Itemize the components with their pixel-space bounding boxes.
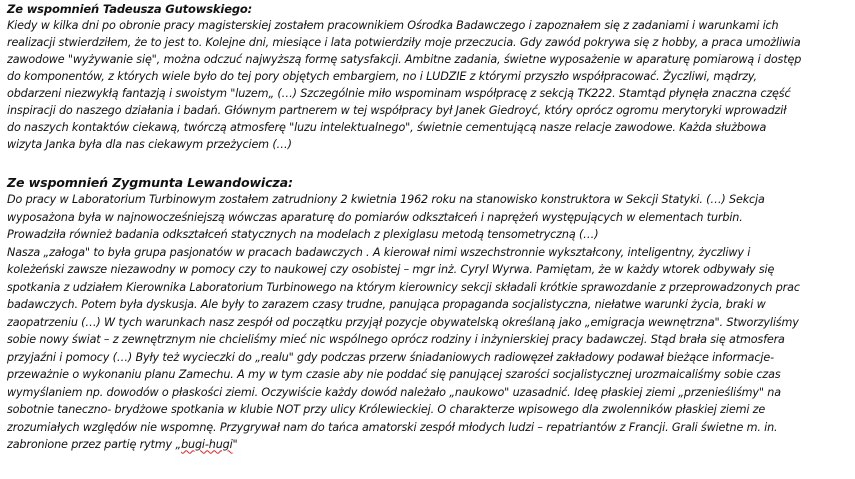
text-line: badawczych. Potem była dyskusja. Ale były to zarazem czasy trudne, panująca propaganda socjalistyczna, niełatwe warunki życia, braki w: [7, 298, 766, 312]
closing-quote: ": [232, 438, 238, 452]
text-line: Nasza „załoga" to była grupa pasjonatów w pracach badawczych . A kierował nimi wszechstronnie wykształcony, inteligentny, życzliwy i: [7, 245, 751, 259]
text-line: zaopatrzeniu (…) W tych warunkach nasz zespół od początku przyjął pozycje obywatelską określaną jako „emigracja wewnętrzna". Stworzyliśmy: [7, 315, 799, 329]
text-line: przyjaźni i pomocy (…) Były też wycieczki do „realu" gdy podczas przerw śniadaniowych radiowęzeł zakładowy podawał bieżące informacje-: [7, 350, 774, 364]
text-line: realizacji stwierdziłem, że to jest to. Kolejne dni, miesiące i lata potwierdziły moje przeczucia. Gdy zawód pokrywa się z hobby, a praca umożliwia: [7, 36, 801, 50]
last-line-text: zabronione przez partię rytmy „: [7, 438, 182, 452]
text-line-last: [7, 436, 845, 454]
section1-paragraph: [7, 17, 845, 153]
text-line: zrozumiałych względów nie wspomnę. Przygrywał nam do tańca amatorski zespół młodych ludzi – repatriantów z Francji. Grali świetne m. in.: [7, 420, 778, 434]
section1-heading: Ze wspomnień Tadeusza Gutowskiego:: [7, 2, 253, 16]
document: [7, 2, 845, 454]
text-line: wymyślaniem np. dowodów o płaskości ziemi. Oczywiście każdy dowód należało „naukowo" uzasadnić. Ideę płaskiej ziemi „przenieśliśmy" na: [7, 385, 781, 399]
text-line: do naszych kontaktów ciekawą, twórczą atmosferę "luzu intelektualnego", świetnie cementującą nasze relacje zawodowe. Każda służbowa: [7, 121, 767, 135]
text-line: sobotnie taneczno- brydżowe spotkania w klubie NOT przy ulicy Królewieckiej. O charakterze wpisowego dla zwolenników płaskiej ziemi ze: [7, 403, 766, 417]
text-line: inspiracji do naszego działania i badań. Głównym partnerem w tej współpracy był Janek Giedroyć, który oprócz ogromu merytoryki wprowadził: [7, 104, 787, 118]
text-line: obdarzeni niezwykłą fantazją i swoistym "luzem„ (…) Szczególnie miło wspominam współpracę z sekcją TK222. Stamtąd płynęła znaczna część: [7, 87, 791, 101]
spellcheck-flagged-word[interactable]: bugi-hugi: [181, 438, 233, 452]
text-line: koleżeński zawsze niezawodny w pomocy czy to naukowej czy osobistej – mgr inż. Cyryl Wyrwa. Pamiętam, że w każdy wtorek odbywały się: [7, 263, 775, 277]
text-line: do komponentów, z których wiele było do tej pory objętych embargiem, no i LUDZIE z którymi przyszło współpracować. Życzliwi, mądrzy,: [7, 70, 757, 84]
text-line: Do pracy w Laboratorium Turbinowym zostałem zatrudniony 2 kwietnia 1962 roku na stanowisko konstruktora w Sekcji Statyki. (…) Sekcja: [7, 193, 765, 207]
text-line: przeważnie o wykonaniu planu Zamechu. A my w tym czasie aby nie poddać się panującej szarości socjalistycznej urozmaicaliśmy sobie czas: [7, 368, 781, 382]
text-line: Kiedy w kilka dni po obronie pracy magisterskiej zostałem pracownikiem Ośrodka Badawczego i zapoznałem się z zadaniami i warunkami ich: [7, 19, 779, 32]
text-line: wizyta Janka była dla nas ciekawym przeżyciem (…): [7, 138, 292, 152]
text-line: Prowadziła również badania odkształceń statycznych na modelach z plexiglasu metodą tensometryczną (…): [7, 228, 599, 242]
text-line: spotkania z udziałem Kierownika Laboratorium Turbinowego na którym kierownicy sekcji składali krótkie sprawozdanie z przeprowadzonych prac: [7, 280, 800, 294]
text-line: zawodowe "wyżywanie się", można odczuć najwyższą formę satysfakcji. Ambitne zadania, świetne wyposażenie w aparaturę pomiarową i dostęp: [7, 53, 802, 67]
text-line: sobie nowy świat – z zewnętrznym nie chcieliśmy mieć nic wspólnego oprócz rodziny i inżynierskiej pracy badawczej. Stąd brała się atmosfera: [7, 333, 785, 347]
text-line: wyposażona była w najnowocześniejszą wówczas aparaturę do pomiarów odkształceń i naprężeń występujących w elementach turbin.: [7, 210, 743, 224]
section2-heading: Ze wspomnień Zygmunta Lewandowicza:: [7, 175, 293, 191]
section2-paragraph: [7, 191, 845, 454]
